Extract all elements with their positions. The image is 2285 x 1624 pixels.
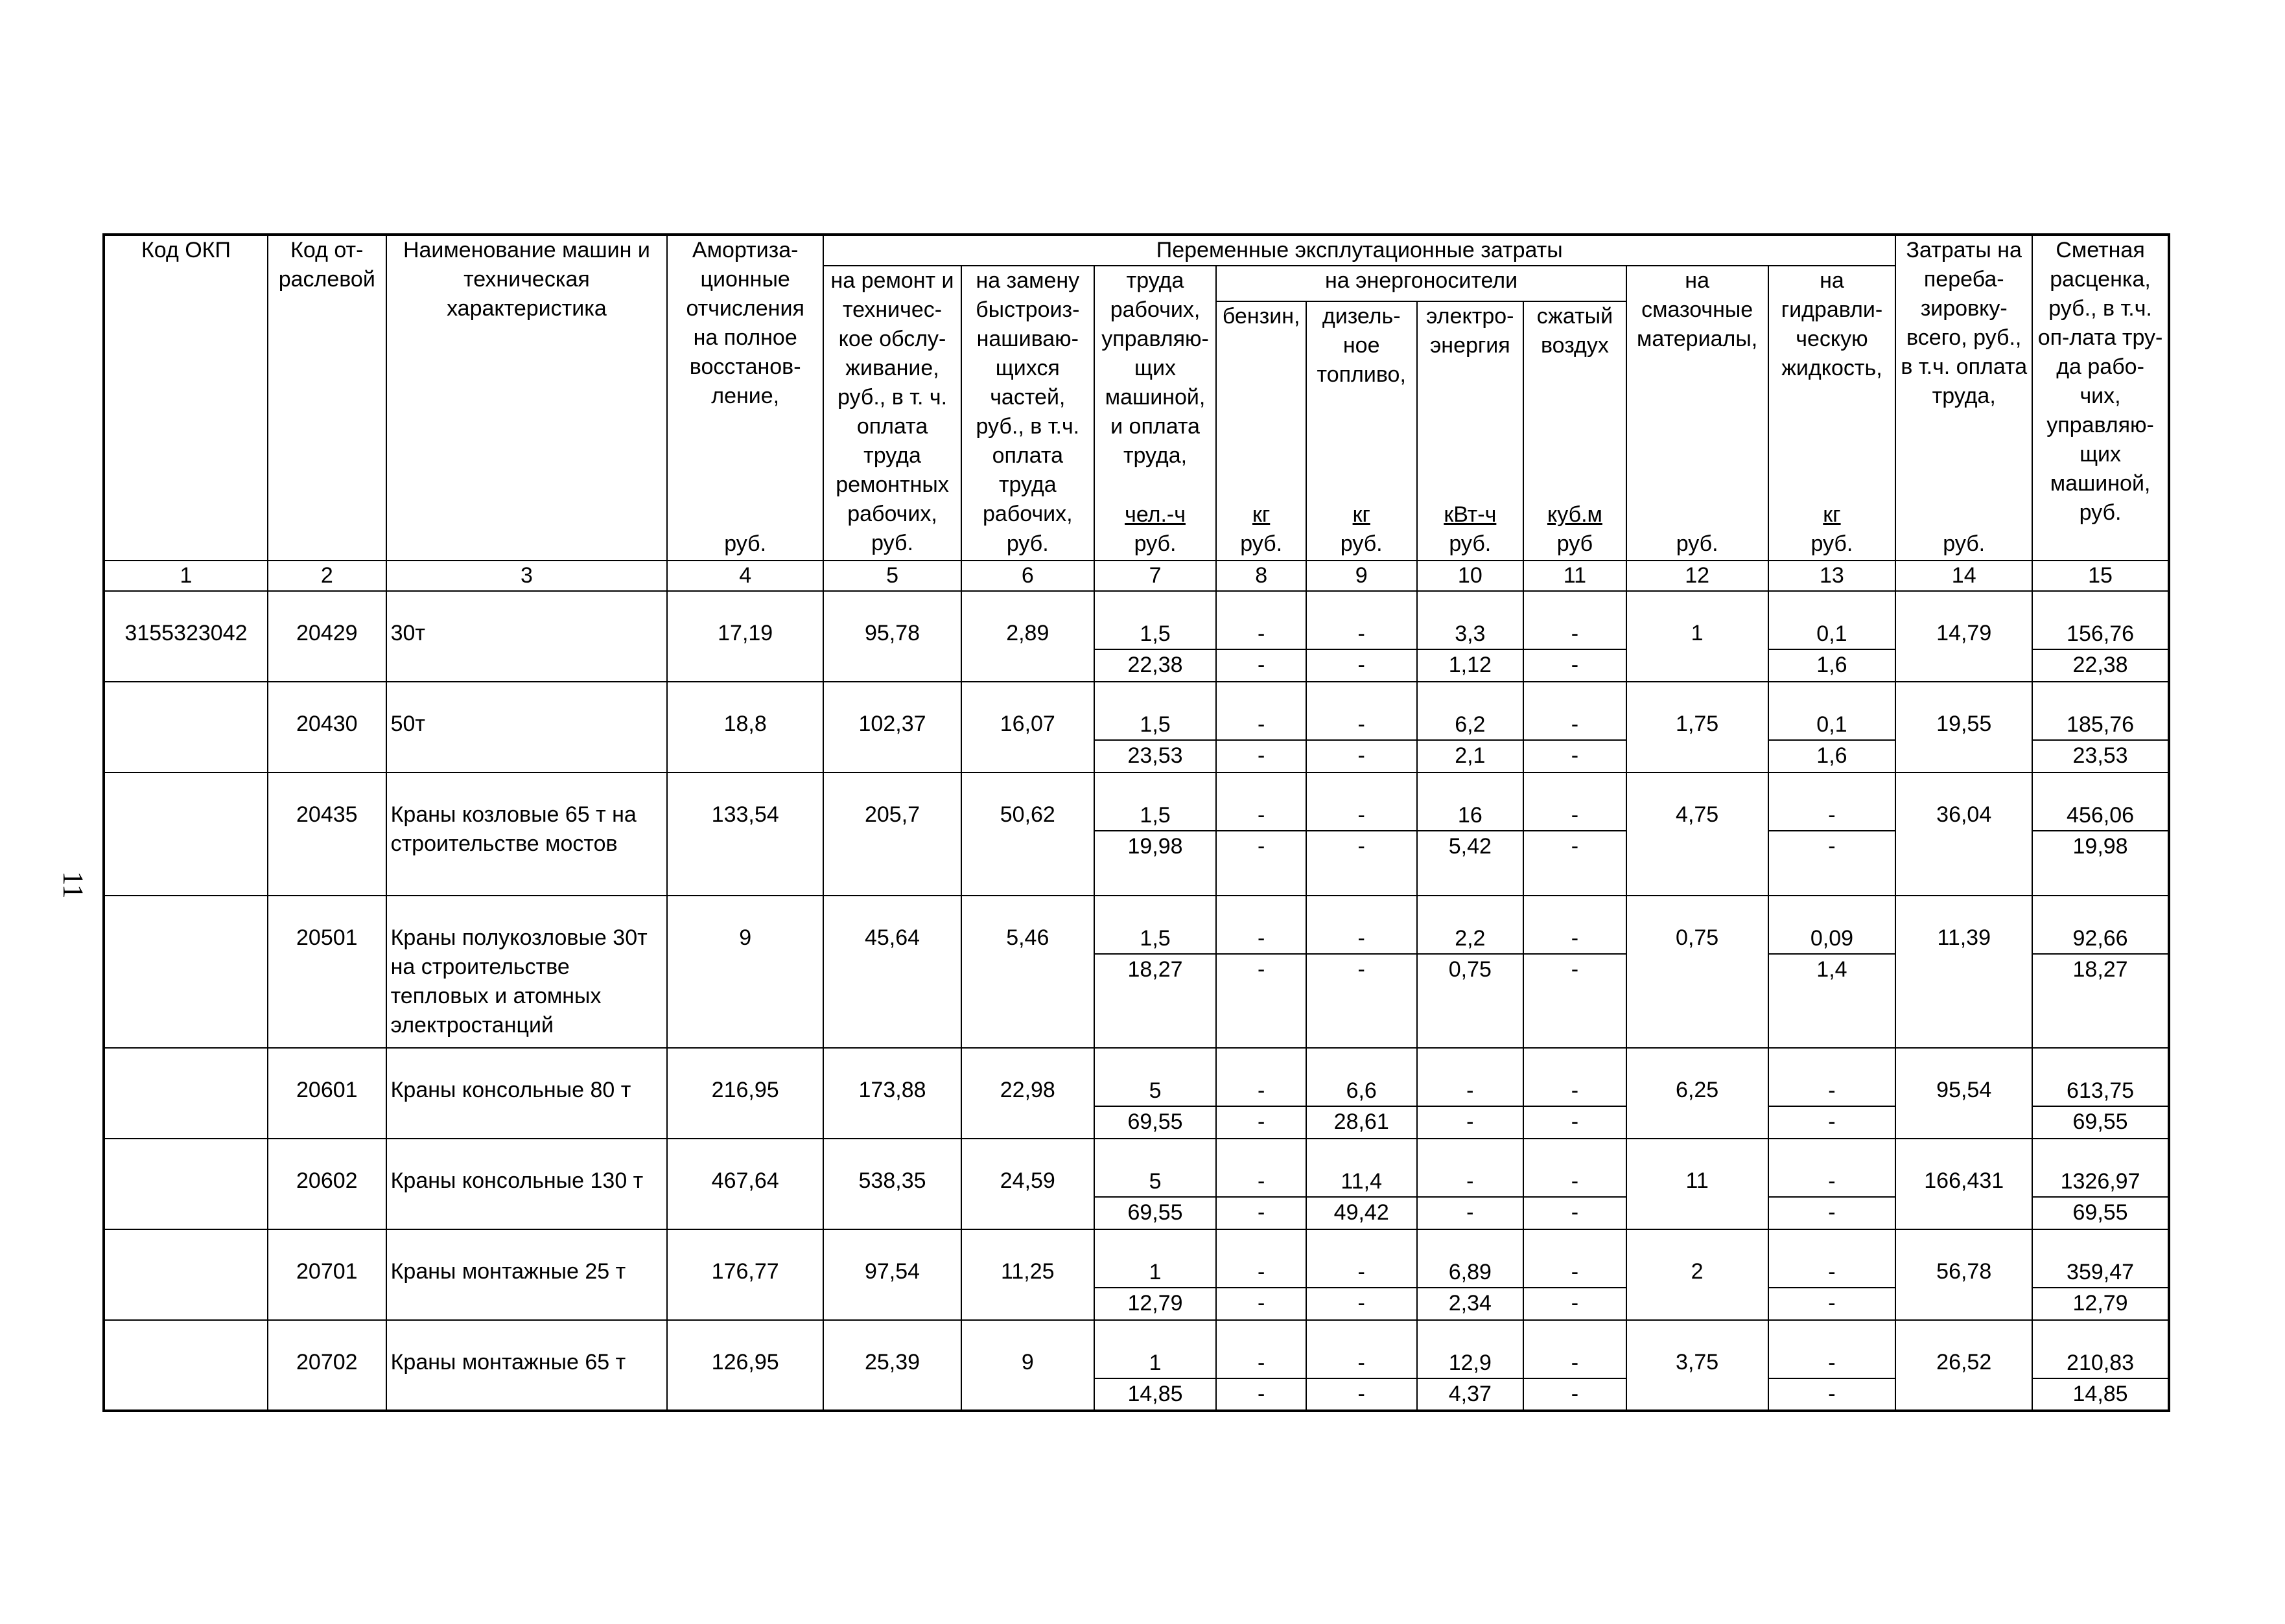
lubricants-cell: 4,75	[1626, 772, 1768, 896]
amortization-cell: 176,77	[667, 1229, 823, 1320]
column-number: 4	[667, 561, 823, 591]
okp-code-cell	[104, 1139, 268, 1229]
machine-name-cell: Краны консольные 130 т	[386, 1139, 668, 1229]
relocation-cell: 95,54	[1895, 1048, 2032, 1139]
okp-code-cell	[104, 1229, 268, 1320]
compressed-air-cell: - -	[1523, 591, 1626, 682]
lubricants-cell: 6,25	[1626, 1048, 1768, 1139]
amortization-cell: 9	[667, 896, 823, 1048]
petrol-cell: - -	[1216, 896, 1306, 1048]
labor-cell: 5 69,55	[1094, 1048, 1217, 1139]
estimate-cell: 92,66 18,27	[2032, 896, 2169, 1048]
column-number: 1	[104, 561, 268, 591]
table-row	[104, 682, 2169, 772]
repair-cell: 95,78	[823, 591, 961, 682]
header-branch-code: Код от-раслевой	[268, 235, 386, 561]
parts-replacement-cell: 2,89	[961, 591, 1094, 682]
column-number: 7	[1094, 561, 1217, 591]
machine-name-cell: Краны полукозловые 30т на строительстве тепловых и атомных электростанций	[386, 896, 668, 1048]
column-number: 12	[1626, 561, 1768, 591]
header-compressed-air: сжатый воздух куб.м руб	[1523, 301, 1626, 561]
diesel-cell: - -	[1306, 591, 1417, 682]
repair-cell: 25,39	[823, 1320, 961, 1411]
hydraulic-fluid-cell: - -	[1768, 1048, 1896, 1139]
header-diesel: дизель-ное топливо, кг руб.	[1306, 301, 1417, 561]
lubricants-cell: 0,75	[1626, 896, 1768, 1048]
relocation-cell: 166,431	[1895, 1139, 2032, 1229]
hydraulic-fluid-cell: - -	[1768, 772, 1896, 896]
table-row	[104, 591, 2169, 682]
branch-code-cell: 20701	[268, 1229, 386, 1320]
parts-replacement-cell: 50,62	[961, 772, 1094, 896]
parts-replacement-cell: 9	[961, 1320, 1094, 1411]
diesel-cell: - -	[1306, 1229, 1417, 1320]
lubricants-cell: 11	[1626, 1139, 1768, 1229]
lubricants-cell: 1,75	[1626, 682, 1768, 772]
parts-replacement-cell: 16,07	[961, 682, 1094, 772]
electricity-cell: 6,2 2,1	[1417, 682, 1524, 772]
compressed-air-cell: - -	[1523, 1048, 1626, 1139]
table-row	[104, 1320, 2169, 1411]
repair-cell: 205,7	[823, 772, 961, 896]
amortization-cell: 133,54	[667, 772, 823, 896]
branch-code-cell: 20429	[268, 591, 386, 682]
parts-replacement-cell: 5,46	[961, 896, 1094, 1048]
compressed-air-cell: - -	[1523, 772, 1626, 896]
header-petrol: бензин, кг руб.	[1216, 301, 1306, 561]
relocation-cell: 14,79	[1895, 591, 2032, 682]
branch-code-cell: 20702	[268, 1320, 386, 1411]
labor-cell: 1,5 23,53	[1094, 682, 1217, 772]
header-relocation: Затраты на переба-зировку-всего, руб., в т.ч. оплата труда, руб.	[1895, 235, 2032, 561]
petrol-cell: - -	[1216, 1320, 1306, 1411]
okp-code-cell: 3155323042	[104, 591, 268, 682]
electricity-cell: 16 5,42	[1417, 772, 1524, 896]
table-row	[104, 896, 2169, 1048]
amortization-cell: 126,95	[667, 1320, 823, 1411]
electricity-cell: - -	[1417, 1048, 1524, 1139]
hydraulic-fluid-cell: 0,1 1,6	[1768, 591, 1896, 682]
branch-code-cell: 20430	[268, 682, 386, 772]
compressed-air-cell: - -	[1523, 1229, 1626, 1320]
labor-cell: 1 12,79	[1094, 1229, 1217, 1320]
table-row	[104, 1229, 2169, 1320]
labor-cell: 1,5 19,98	[1094, 772, 1217, 896]
machine-name-cell: Краны монтажные 25 т	[386, 1229, 668, 1320]
amortization-cell: 17,19	[667, 591, 823, 682]
compressed-air-cell: - -	[1523, 896, 1626, 1048]
compressed-air-cell: - -	[1523, 1139, 1626, 1229]
machine-name-cell: 30т	[386, 591, 668, 682]
repair-cell: 45,64	[823, 896, 961, 1048]
repair-cell: 173,88	[823, 1048, 961, 1139]
labor-cell: 1 14,85	[1094, 1320, 1217, 1411]
header-lubricants: на смазочные материалы, руб.	[1626, 266, 1768, 561]
labor-cell: 1,5 22,38	[1094, 591, 1217, 682]
estimate-cell: 210,83 14,85	[2032, 1320, 2169, 1411]
labor-cell: 5 69,55	[1094, 1139, 1217, 1229]
column-number: 6	[961, 561, 1094, 591]
header-parts-replacement: на замену быстроиз-нашиваю-щихся частей, руб., в т.ч. оплата труда рабочих, руб.	[961, 266, 1094, 561]
header-energy: на энергоносители	[1216, 266, 1626, 301]
diesel-cell: 11,4 49,42	[1306, 1139, 1417, 1229]
labor-cell: 1,5 18,27	[1094, 896, 1217, 1048]
amortization-cell: 18,8	[667, 682, 823, 772]
relocation-cell: 11,39	[1895, 896, 2032, 1048]
header-variable-costs: Переменные эксплутационные затраты	[823, 235, 1895, 266]
petrol-cell: - -	[1216, 1048, 1306, 1139]
electricity-cell: 2,2 0,75	[1417, 896, 1524, 1048]
okp-code-cell	[104, 1320, 268, 1411]
estimate-cell: 185,76 23,53	[2032, 682, 2169, 772]
estimate-cell: 156,76 22,38	[2032, 591, 2169, 682]
column-number: 15	[2032, 561, 2169, 591]
hydraulic-fluid-cell: 0,09 1,4	[1768, 896, 1896, 1048]
petrol-cell: - -	[1216, 1139, 1306, 1229]
table-body	[104, 591, 2169, 1411]
table-row	[104, 1048, 2169, 1139]
column-number: 5	[823, 561, 961, 591]
machine-name-cell: 50т	[386, 682, 668, 772]
okp-code-cell	[104, 682, 268, 772]
electricity-cell: 3,3 1,12	[1417, 591, 1524, 682]
relocation-cell: 56,78	[1895, 1229, 2032, 1320]
column-number: 13	[1768, 561, 1896, 591]
hydraulic-fluid-cell: - -	[1768, 1139, 1896, 1229]
electricity-cell: 12,9 4,37	[1417, 1320, 1524, 1411]
okp-code-cell	[104, 772, 268, 896]
column-number: 10	[1417, 561, 1524, 591]
column-number: 9	[1306, 561, 1417, 591]
header-labor: труда рабочих, управляю-щих машиной, и оплата труда, чел.-ч руб.	[1094, 266, 1217, 561]
estimate-cell: 1326,97 69,55	[2032, 1139, 2169, 1229]
diesel-cell: - -	[1306, 682, 1417, 772]
hydraulic-fluid-cell: - -	[1768, 1320, 1896, 1411]
machine-rates-table	[102, 233, 2170, 1412]
header-okp: Код ОКП	[104, 235, 268, 561]
petrol-cell: - -	[1216, 1229, 1306, 1320]
diesel-cell: - -	[1306, 772, 1417, 896]
petrol-cell: - -	[1216, 591, 1306, 682]
diesel-cell: 6,6 28,61	[1306, 1048, 1417, 1139]
column-number: 3	[386, 561, 668, 591]
electricity-cell: - -	[1417, 1139, 1524, 1229]
relocation-cell: 26,52	[1895, 1320, 2032, 1411]
hydraulic-fluid-cell: 0,1 1,6	[1768, 682, 1896, 772]
branch-code-cell: 20601	[268, 1048, 386, 1139]
amortization-cell: 467,64	[667, 1139, 823, 1229]
column-number: 2	[268, 561, 386, 591]
branch-code-cell: 20602	[268, 1139, 386, 1229]
parts-replacement-cell: 11,25	[961, 1229, 1094, 1320]
electricity-cell: 6,89 2,34	[1417, 1229, 1524, 1320]
table-row	[104, 772, 2169, 896]
compressed-air-cell: - -	[1523, 682, 1626, 772]
lubricants-cell: 2	[1626, 1229, 1768, 1320]
repair-cell: 538,35	[823, 1139, 961, 1229]
estimate-cell: 613,75 69,55	[2032, 1048, 2169, 1139]
column-number: 8	[1216, 561, 1306, 591]
header-electricity: электро-энергия кВт-ч руб.	[1417, 301, 1524, 561]
header-row-1	[104, 235, 2169, 266]
column-number: 14	[1895, 561, 2032, 591]
header-repair: на ремонт и техничес-кое обслу-живание, руб., в т. ч. оплата труда ремонтных рабочих, руб.	[823, 266, 961, 561]
diesel-cell: - -	[1306, 896, 1417, 1048]
okp-code-cell	[104, 1048, 268, 1139]
hydraulic-fluid-cell: - -	[1768, 1229, 1896, 1320]
header-estimate: Сметная расценка, руб., в т.ч. оп-лата тру-да рабо-чих, управляю-щих машиной, руб.	[2032, 235, 2169, 561]
petrol-cell: - -	[1216, 772, 1306, 896]
column-numbers-row	[104, 561, 2169, 591]
relocation-cell: 19,55	[1895, 682, 2032, 772]
page-number: 11	[57, 871, 89, 899]
table-row	[104, 1139, 2169, 1229]
okp-code-cell	[104, 896, 268, 1048]
machine-name-cell: Краны козловые 65 т на строительстве мостов	[386, 772, 668, 896]
estimate-cell: 359,47 12,79	[2032, 1229, 2169, 1320]
machine-name-cell: Краны монтажные 65 т	[386, 1320, 668, 1411]
branch-code-cell: 20435	[268, 772, 386, 896]
compressed-air-cell: - -	[1523, 1320, 1626, 1411]
header-machine-name: Наименование машин и техническая характеристика	[386, 235, 668, 561]
parts-replacement-cell: 22,98	[961, 1048, 1094, 1139]
machine-name-cell: Краны консольные 80 т	[386, 1048, 668, 1139]
estimate-cell: 456,06 19,98	[2032, 772, 2169, 896]
header-hydraulic-fluid: на гидравли-ческую жидкость, кг руб.	[1768, 266, 1896, 561]
petrol-cell: - -	[1216, 682, 1306, 772]
amortization-cell: 216,95	[667, 1048, 823, 1139]
lubricants-cell: 1	[1626, 591, 1768, 682]
branch-code-cell: 20501	[268, 896, 386, 1048]
column-number: 11	[1523, 561, 1626, 591]
repair-cell: 97,54	[823, 1229, 961, 1320]
diesel-cell: - -	[1306, 1320, 1417, 1411]
parts-replacement-cell: 24,59	[961, 1139, 1094, 1229]
repair-cell: 102,37	[823, 682, 961, 772]
relocation-cell: 36,04	[1895, 772, 2032, 896]
header-amortization: Амортиза-ционные отчисления на полное восстанов-ление, руб.	[667, 235, 823, 561]
lubricants-cell: 3,75	[1626, 1320, 1768, 1411]
